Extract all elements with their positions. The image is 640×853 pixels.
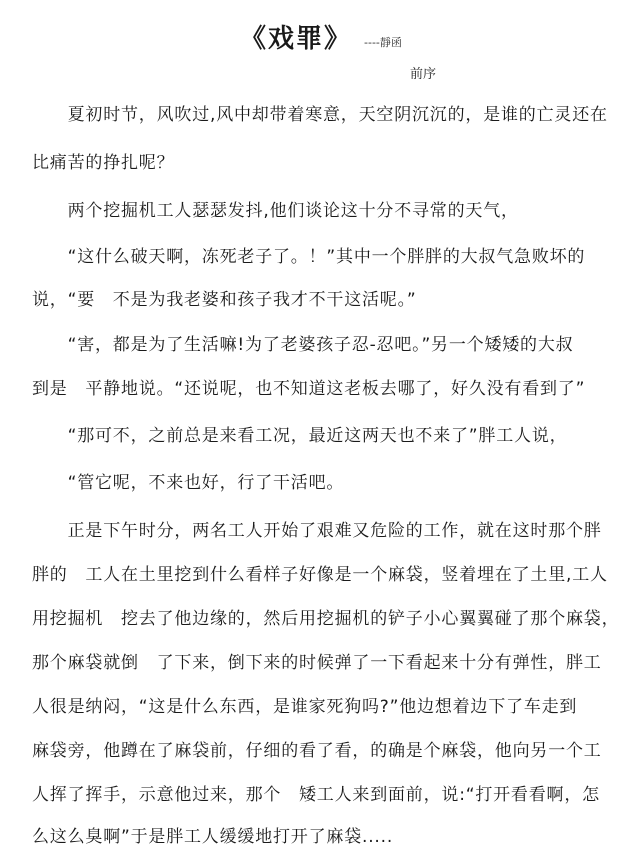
text-line: 么这么臭啊”于是胖工人缓缓地打开了麻袋..... bbox=[32, 827, 394, 847]
title-row bbox=[0, 14, 640, 54]
text-line: 比痛苦的挣扎呢？ bbox=[32, 153, 175, 173]
text-line: 胖的 工人在土里挖到什么看样子好像是一个麻袋，竖着埋在了土里,工人 bbox=[32, 565, 608, 585]
text-line: 麻袋旁，他蹲在了麻袋前，仔细的看了看，的确是个麻袋，他向另一个工 bbox=[32, 741, 602, 761]
text-line: 人很是纳闷，“这是什么东西，是谁家死狗吗?”他边想着边下了车走到 bbox=[32, 697, 578, 717]
text-line: “害，都是为了生活嘛!为了老婆孩子忍-忍吧。”另一个矮矮的大叔 bbox=[32, 335, 574, 355]
text-line: 到是 平静地说。“还说呢，也不知道这老板去哪了，好久没有看到了” bbox=[32, 379, 586, 399]
text-line: 两个挖掘机工人瑟瑟发抖,他们谈论这十分不寻常的天气， bbox=[32, 201, 519, 221]
text-line: “管它呢，不来也好，行了干活吧。 bbox=[32, 473, 345, 493]
text-line: “这什么破天啊，冻死老子了。！”其中一个胖胖的大叔气急败坏的 bbox=[32, 247, 586, 267]
text-line: 正是下午时分，两名工人开始了艰难又危险的工作，就在这时那个胖 bbox=[32, 521, 602, 541]
section-heading: 前序 bbox=[410, 67, 437, 82]
page-title: 《戏罪》 bbox=[240, 24, 353, 54]
text-line: 用挖掘机 挖去了他边缘的，然后用挖掘机的铲子小心翼翼碰了那个麻袋， bbox=[32, 609, 620, 629]
text-line: 人挥了挥手，示意他过来，那个 矮工人来到面前，说:“打开看看啊，怎 bbox=[32, 785, 600, 805]
text-line: “那可不，之前总是来看工况，最近这两天也不来了”胖工人说， bbox=[32, 426, 568, 446]
text-line: 那个麻袋就倒 了下来，倒下来的时候弹了一下看起来十分有弹性，胖工 bbox=[32, 653, 602, 673]
text-line: 说，“要 不是为我老婆和孩子我才不干这活呢。” bbox=[32, 290, 417, 310]
author-signature: ----靜函 bbox=[364, 36, 402, 49]
text-line: 夏初时节，风吹过,风中却带着寒意，天空阴沉沉的，是谁的亡灵还在 bbox=[32, 105, 608, 125]
